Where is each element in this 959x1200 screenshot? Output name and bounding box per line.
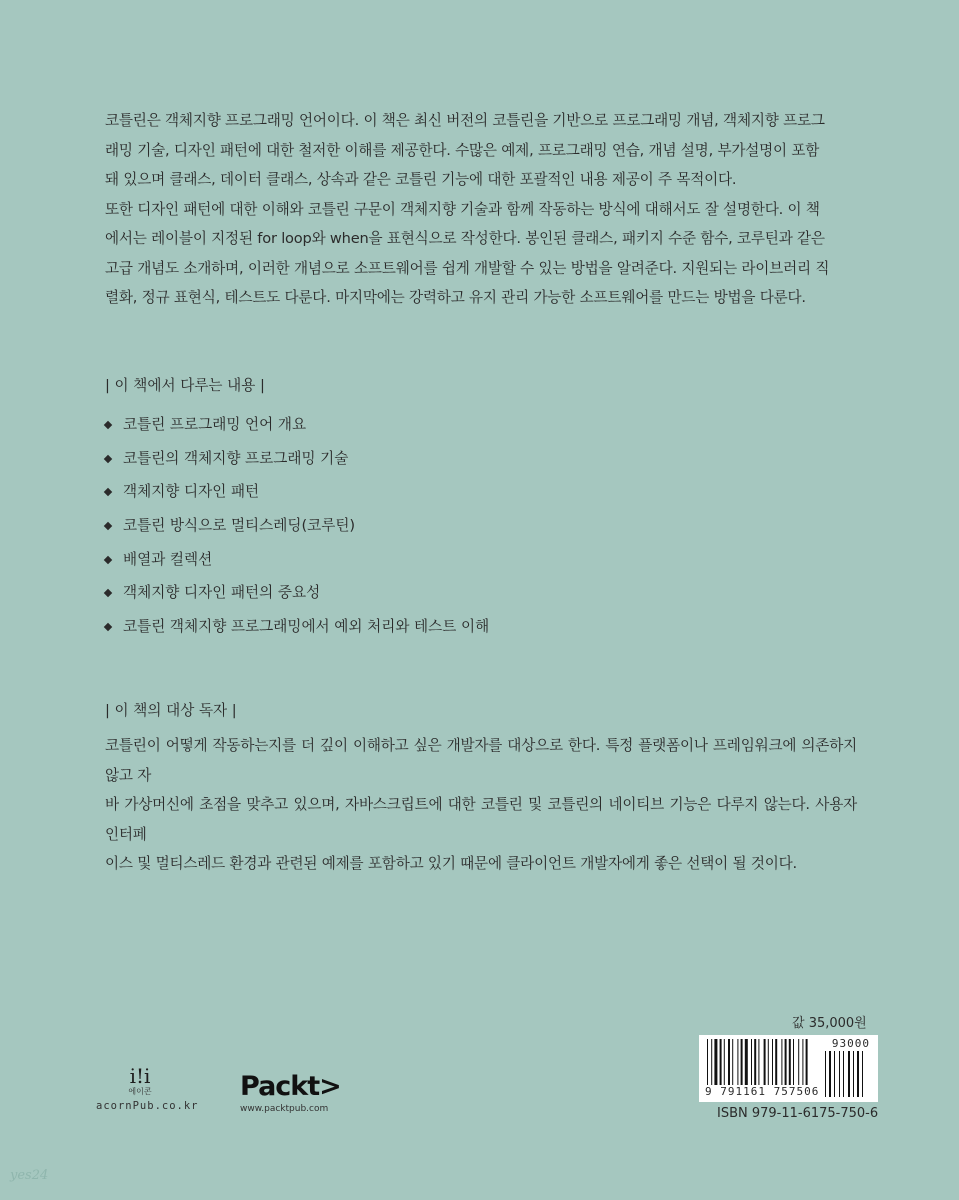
list-item [105, 449, 857, 483]
intro-line: 렬화, 정규 표현식, 테스트도 다룬다. 마지막에는 강력하고 유지 관리 가능한 소프트웨어를 만드는 방법을 다룬다. [105, 289, 806, 306]
list-item-text: 코틀린 방식으로 멀티스레딩(코루틴) [123, 517, 356, 535]
diamond-bullet-icon [104, 488, 112, 496]
audience-section [105, 701, 857, 721]
audience-line: 코틀린이 어떻게 작동하는지를 더 깊이 이해하고 싶은 개발자를 대상으로 한다. 특정 플랫폼이나 프레임워크에 의존하지 않고 자 [105, 737, 857, 784]
audience-line: 이스 및 멀티스레드 환경과 관련된 예제를 포함하고 있기 때문에 클라이언트 개발자에게 좋은 선택이 될 것이다. [105, 855, 797, 872]
acorn-logo [96, 1066, 216, 1112]
intro-paragraph [105, 106, 857, 313]
diamond-bullet-icon [104, 421, 112, 429]
contents-section [105, 376, 857, 396]
list-item-text: 배열과 컬렉션 [123, 550, 213, 568]
barcode [699, 1035, 878, 1102]
audience-heading: | 이 책의 대상 독자 | [105, 702, 237, 719]
packt-url: www.packtpub.com [240, 1104, 329, 1114]
intro-line: 코틀린은 객체지향 프로그래밍 언어이다. 이 책은 최신 버전의 코틀린을 기반으로 프로그래밍 개념, 객체지향 프로그 [105, 112, 825, 129]
list-item [105, 550, 857, 584]
list-item [105, 617, 857, 651]
contents-list [105, 415, 857, 651]
publisher-url: acornPub.co.kr [96, 1100, 199, 1112]
contents-heading: | 이 책에서 다루는 내용 | [105, 377, 265, 394]
intro-line: 또한 디자인 패턴에 대한 이해와 코틀린 구문이 객체지향 기술과 함께 작동하는 방식에 대해서도 잘 설명한다. 이 책 [105, 200, 820, 218]
list-item [105, 415, 857, 449]
list-item-text: 코틀린의 객체지향 프로그래밍 기술 [123, 449, 349, 467]
price-label: 값 35,000원 [792, 1016, 867, 1031]
diamond-bullet-icon [104, 454, 112, 462]
diamond-bullet-icon [104, 556, 112, 564]
barcode-number: 9 791161 757506 [705, 1085, 820, 1098]
audience-line: 바 가상머신에 초점을 맞추고 있으며, 자바스크립트에 대한 코틀린 및 코틀린의 네이티브 기능은 다루지 않는다. 사용자 인터페 [105, 796, 857, 843]
list-item-text: 객체지향 디자인 패턴 [123, 483, 260, 501]
audience-paragraph [105, 731, 857, 879]
list-item [105, 482, 857, 516]
intro-line: 고급 개념도 소개하며, 이러한 개념으로 소프트웨어를 쉽게 개발할 수 있는 방법을 알려준다. 지원되는 라이브러리 직 [105, 259, 830, 277]
intro-line: 래밍 기술, 디자인 패턴에 대한 철저한 이해를 제공한다. 수많은 예제, 프로그래밍 연습, 개념 설명, 부가설명이 포함 [105, 141, 820, 159]
publisher-name-kr: 에이콘 [128, 1087, 152, 1096]
intro-line: 에서는 레이블이 지정된 for loop와 when을 표현식으로 작성한다. 봉인된 클래스, 패키지 수준 함수, 코루틴과 같은 [105, 230, 825, 247]
packt-logo [240, 1072, 341, 1114]
list-item-text: 객체지향 디자인 패턴의 중요성 [123, 584, 321, 602]
list-item-text: 코틀린 프로그래밍 언어 개요 [123, 416, 307, 433]
diamond-bullet-icon [104, 589, 112, 597]
list-item [105, 516, 857, 550]
contents-list-container [105, 415, 857, 651]
intro-line: 돼 있으며 클래스, 데이터 클래스, 상속과 같은 코틀린 기능에 대한 포괄적인 내용 제공이 주 목적이다. [105, 171, 737, 188]
diamond-bullet-icon [104, 623, 112, 631]
watermark: yes24 [10, 1168, 49, 1183]
isbn-label: ISBN 979-11-6175-750-6 [717, 1106, 879, 1121]
acorn-mark-icon: i!i [129, 1064, 151, 1088]
diamond-bullet-icon [104, 522, 112, 530]
packt-wordmark: Packt> [240, 1071, 341, 1102]
barcode-addon-number: 93000 [831, 1037, 870, 1050]
list-item-text: 코틀린 객체지향 프로그래밍에서 예외 처리와 테스트 이해 [123, 618, 490, 636]
list-item [105, 583, 857, 617]
